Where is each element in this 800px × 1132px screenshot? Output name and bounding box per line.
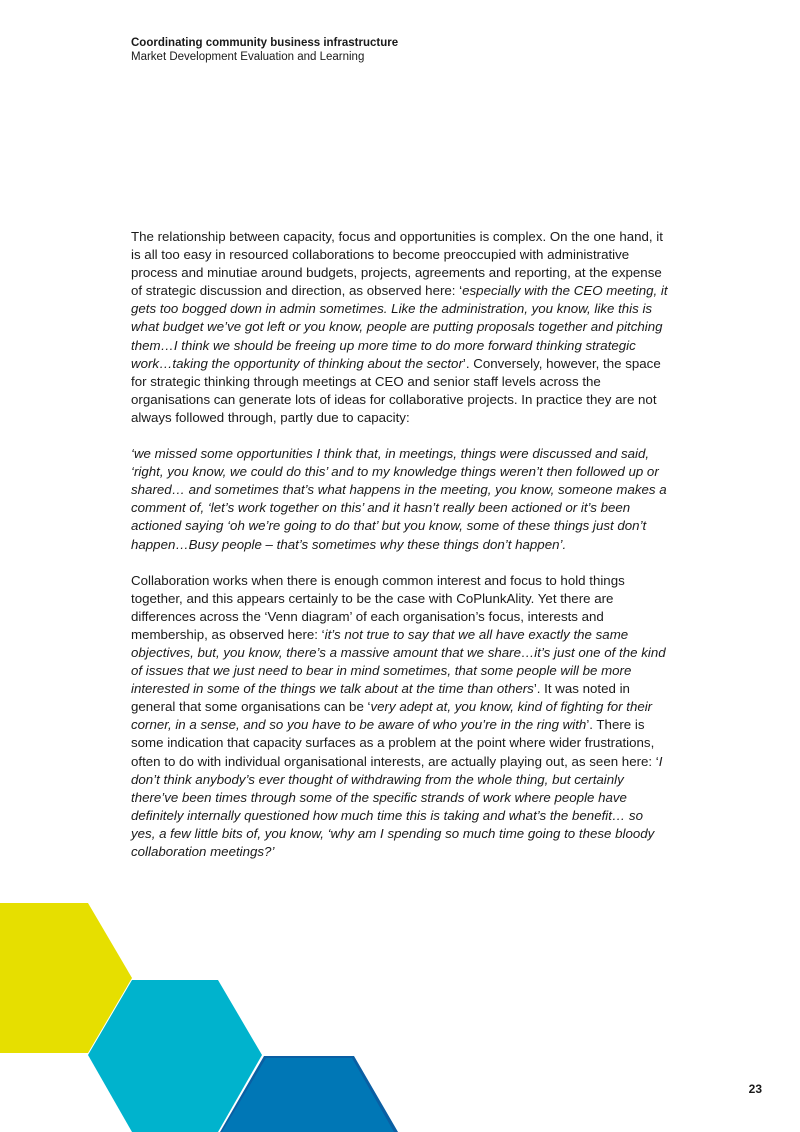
running-header <box>131 36 398 64</box>
quote-run: very adept at, you know, kind of fighting for their corner, in a sense, and so you have to be aware of who you’re in the ring with <box>131 699 653 733</box>
body-text <box>131 228 671 879</box>
blue-hexagon <box>222 1058 394 1132</box>
paragraph-3 <box>131 572 671 862</box>
yellow-hexagon <box>0 903 132 1053</box>
text-run: ’. It was noted in general that some organisations can be ‘ <box>131 681 630 715</box>
text-run: ’. There is some indication that capacity surfaces as a problem at the point where wider frustrations, often to do with individual organisational interests, are actually playing out, as seen here: ‘ <box>131 717 659 769</box>
cyan-hexagon <box>88 980 262 1132</box>
quote-run: ‘we missed some opportunities I think that, in meetings, things were discussed and said, ‘right, you know, we could do this’ and to my knowledge things weren’t then followed up or shared… and sometimes that’s what happens in the meeting, you know, someone makes a comment of, ‘let’s work together on this’ and it hasn’t really been actioned or it’s been actioned saying ‘oh we’re going to do that’ but you know, some of these things just don’t happen…Busy people – that’s sometimes why these things don’t happen’. <box>131 446 667 552</box>
paragraph-1 <box>131 228 671 427</box>
text-run: Collaboration works when there is enough common interest and focus to hold things together, and this appears certainly to be the case with CoPlunkAlity. Yet there are differences across the ‘Venn diagram’ of each organisation’s focus, interests and membership, as observed here: ‘ <box>131 572 625 642</box>
quote-run: especially with the CEO meeting, it gets too bogged down in admin sometimes. Like the administration, you know, like this is what budget we’ve got left or you know, people are putting proposals together and pitching them…I think we should be freeing up more time to do more forward thinking strategic work…taking the opportunity of thinking about the sector <box>131 283 668 371</box>
quote-run: I don’t think anybody’s ever thought of withdrawing from the whole thing, but certainly there’ve been times through some of the specific strands of work where people have definitely internally questioned how much time this is taking and what’s the benefit… so yes, a few little bits of, you know, ‘why am I spending so much time going to these bloody collaboration meetings?’ <box>131 753 663 859</box>
page-number: 23 <box>748 1082 762 1096</box>
document-title: Coordinating community business infrastructure <box>131 37 399 49</box>
text-run: ’. Conversely, however, the space for strategic thinking through meetings at CEO and senior staff levels across the organisations can generate lots of ideas for collaborative projects. In practice they are not always followed through, partly due to capacity: <box>131 355 661 425</box>
text-run: The relationship between capacity, focus and opportunities is complex. On the one hand, it is all too easy in resourced collaborations to become preoccupied with administrative process and minutiae around budgets, projects, agreements and reporting, at the expense of strategic discussion and direction, as observed here: ‘ <box>131 229 663 299</box>
document-subtitle: Market Development Evaluation and Learning <box>131 51 365 63</box>
blue-hexagon-shadow <box>220 1056 398 1132</box>
quote-run: it’s not true to say that we all have exactly the same objectives, but, you know, there’s a massive amount that we share…it’s just one of the kind of issues that we just need to bear in mind sometimes, that some people will be more interested in some of the things we talk about at the time than others <box>131 626 666 697</box>
paragraph-2-quote <box>131 445 671 554</box>
